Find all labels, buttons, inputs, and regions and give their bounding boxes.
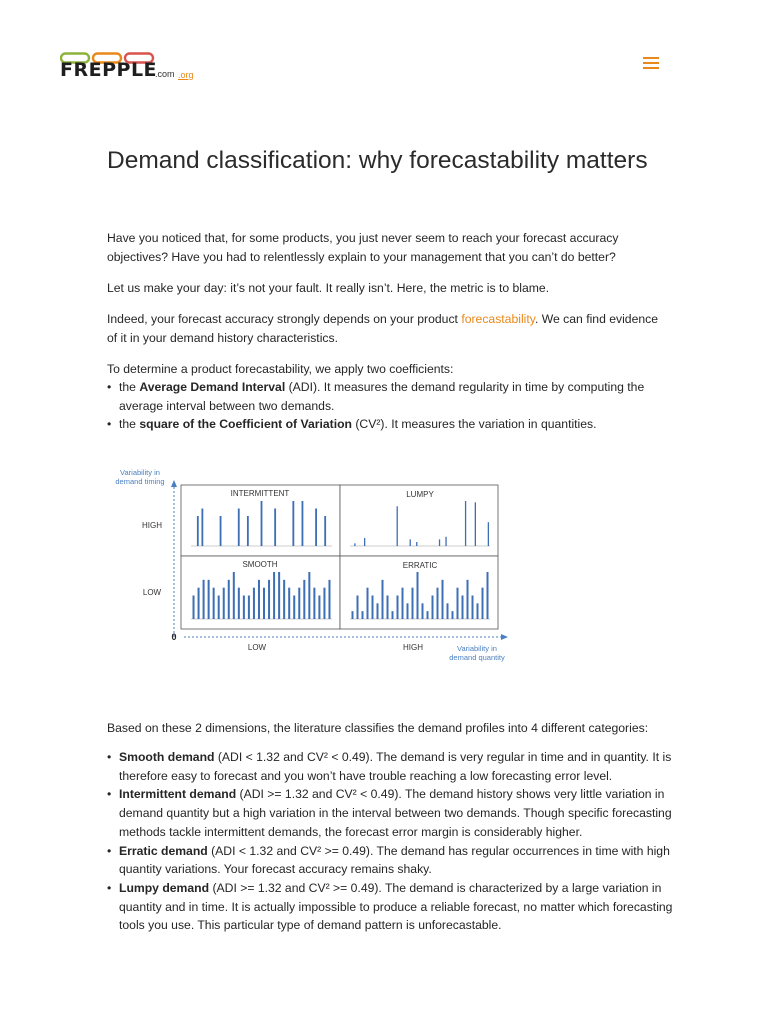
demand-bar (193, 596, 195, 620)
category-desc: (ADI >= 1.32 and CV² < 0.49). The demand history shows very little variation in demand quantity but a high variation in the interval between two demands. Though specific forecasting methods tackle intermittent demands, the forecast error margin is considerably higher. (119, 787, 672, 839)
demand-bar (323, 588, 325, 619)
p3-text-after: . We can find evidence of it in your demand history characteristics. (107, 312, 659, 345)
demand-bar (457, 588, 459, 619)
demand-bar (362, 611, 364, 619)
x-high-label: HIGH (403, 643, 423, 652)
x-low-label: LOW (247, 643, 267, 652)
p3-text-before: Indeed, your forecast accuracy strongly depends on your product (107, 312, 462, 326)
demand-bar (397, 596, 399, 620)
demand-bar (308, 572, 310, 619)
demand-bar (354, 543, 355, 546)
demand-bar (382, 580, 384, 619)
demand-bar (238, 588, 240, 619)
demand-bar (407, 603, 409, 619)
forecastability-paragraph (107, 310, 667, 348)
x-axis-arrow (501, 634, 508, 640)
demand-bar (472, 596, 474, 620)
demand-bar (228, 580, 230, 619)
demand-bar (313, 588, 315, 619)
category-name: Smooth demand (119, 750, 215, 764)
demand-bar (352, 611, 354, 619)
demand-bar (328, 580, 330, 619)
category-desc: (ADI >= 1.32 and CV² >= 0.49). The demand is characterized by a large variation in quantity and in time. It is actually impossible to produce a reliable forecast, no matter which forecasting tools you use. This particular type of demand pattern is unforecastable. (119, 880, 673, 933)
demand-bar (392, 611, 394, 619)
intro-paragraph: Have you noticed that, for some products, you just never seem to reach your forecast accuracy objectives? Have you had to relentlessly explain to your management that you can’t do better? (107, 231, 619, 264)
categories-intro: Based on these 2 dimensions, the literature classifies the demand profiles into 4 different categories: (107, 721, 649, 735)
list-item (119, 785, 679, 841)
demand-bar (273, 572, 275, 619)
demand-bar (482, 588, 484, 619)
demand-classification-figure (108, 465, 518, 665)
demand-bar (293, 596, 295, 620)
demand-bar (412, 588, 414, 619)
demand-bar (387, 596, 389, 620)
demand-bar (372, 596, 374, 620)
category-name: Intermittent demand (119, 787, 237, 802)
fault-paragraph: Let us make your day: it’s not your fault. It really isn’t. Here, the metric is to blame. (107, 281, 550, 295)
categories-list (107, 748, 679, 935)
demand-bar (467, 580, 469, 619)
demand-bar (427, 611, 429, 619)
demand-bar (432, 596, 434, 620)
demand-bar (357, 596, 359, 620)
demand-bar (397, 506, 398, 546)
demand-bar (315, 509, 317, 547)
demand-bar (303, 580, 305, 619)
demand-bar (364, 538, 365, 546)
y-axis-title (115, 468, 164, 486)
list-item (119, 879, 679, 935)
demand-bar (465, 501, 466, 546)
demand-bar (238, 509, 240, 547)
demand-bar (263, 588, 265, 619)
demand-bar (274, 509, 276, 547)
demand-bar (445, 537, 446, 546)
demand-bar (258, 580, 260, 619)
y-axis-title-line2: demand timing (115, 477, 165, 486)
demand-bar (442, 580, 444, 619)
demand-bar (253, 588, 255, 619)
demand-bar (416, 542, 417, 546)
coefficients-list (107, 378, 679, 434)
demand-bar (198, 588, 200, 619)
logo-org-link[interactable]: .org (178, 70, 194, 80)
demand-bar (247, 516, 249, 546)
demand-bar (488, 522, 489, 546)
demand-bar (261, 501, 263, 546)
quadrant-label-erratic: ERRATIC (402, 561, 438, 570)
demand-bar (477, 603, 479, 619)
demand-bar (283, 580, 285, 619)
demand-bar (302, 501, 304, 546)
demand-bar (417, 572, 419, 619)
demand-bar (248, 596, 250, 620)
demand-bar (475, 502, 476, 546)
site-header (0, 0, 768, 110)
demand-bar (377, 603, 379, 619)
category-desc: (ADI < 1.32 and CV² >= 0.49). The demand has regular occurrences in time with high quantity variations. Your forecast accuracy remains shaky. (119, 843, 670, 877)
coef-pre: the (119, 417, 140, 432)
demand-bar (324, 516, 326, 546)
list-item (119, 842, 679, 879)
y-axis-arrow (171, 480, 177, 487)
forecastability-link[interactable]: forecastability (461, 312, 535, 326)
y-high-label: HIGH (142, 521, 162, 530)
quadrant-label-smooth: SMOOTH (242, 560, 278, 569)
category-name: Erratic demand (119, 843, 208, 858)
logo-com: .com (155, 69, 175, 79)
demand-bar (278, 572, 280, 619)
hamburger-icon[interactable] (640, 54, 662, 72)
coef-term: square of the Coefficient of Variation (139, 417, 352, 432)
y-low-label: LOW (142, 588, 162, 597)
demand-bar (298, 588, 300, 619)
coef-desc: (CV²). It measures the variation in quantities. (351, 417, 597, 432)
coef-pre: the (119, 380, 140, 394)
list-item (119, 748, 679, 785)
demand-bar (288, 588, 290, 619)
demand-bar (367, 588, 369, 619)
x-axis-title-line2: demand quantity (449, 653, 505, 662)
list-item (119, 378, 679, 415)
demand-bar (243, 596, 245, 620)
demand-bar (437, 588, 439, 619)
demand-bar (201, 509, 203, 547)
demand-bar (447, 603, 449, 619)
x-axis-title (449, 644, 505, 662)
demand-bar (197, 516, 199, 546)
demand-bar (223, 588, 225, 619)
demand-bar (410, 539, 411, 546)
page-title: Demand classification: why forecastability matters (107, 147, 648, 174)
demand-bar (422, 603, 424, 619)
coef-desc: (ADI). It measures the demand regularity in time by computing the average interval between two demands. (119, 380, 645, 413)
demand-bar (318, 596, 320, 620)
x-axis-title-line1: Variability in (457, 644, 497, 653)
demand-bar (462, 596, 464, 620)
list-item (119, 415, 679, 434)
demand-bar (220, 516, 222, 546)
demand-bar (487, 572, 489, 619)
quadrant-label-lumpy: LUMPY (406, 490, 434, 499)
demand-bar (213, 588, 215, 619)
demand-bar (268, 580, 270, 619)
category-desc: (ADI < 1.32 and CV² < 0.49). The demand is very regular in time and in quantity. It is therefore easy to forecast and you won’t have trouble reaching a low forecasting error level. (119, 750, 672, 783)
demand-bar (218, 596, 220, 620)
demand-bar (233, 572, 235, 619)
coef-term: Average Demand Interval (139, 380, 286, 394)
category-name: Lumpy demand (119, 880, 210, 895)
quadrant-label-intermittent: INTERMITTENT (230, 489, 290, 498)
demand-bar (452, 611, 454, 619)
coefficients-intro: To determine a product forecastability, we apply two coefficients: (107, 362, 454, 376)
demand-bar (203, 580, 205, 619)
demand-bar (292, 501, 294, 546)
logo-wordmark: FREPPLE (60, 59, 158, 81)
demand-bar (439, 539, 440, 546)
demand-bar (208, 580, 210, 619)
demand-bar (402, 588, 404, 619)
y-axis-title-line1: Variability in (120, 468, 160, 477)
origin-label: 0 (171, 632, 177, 642)
